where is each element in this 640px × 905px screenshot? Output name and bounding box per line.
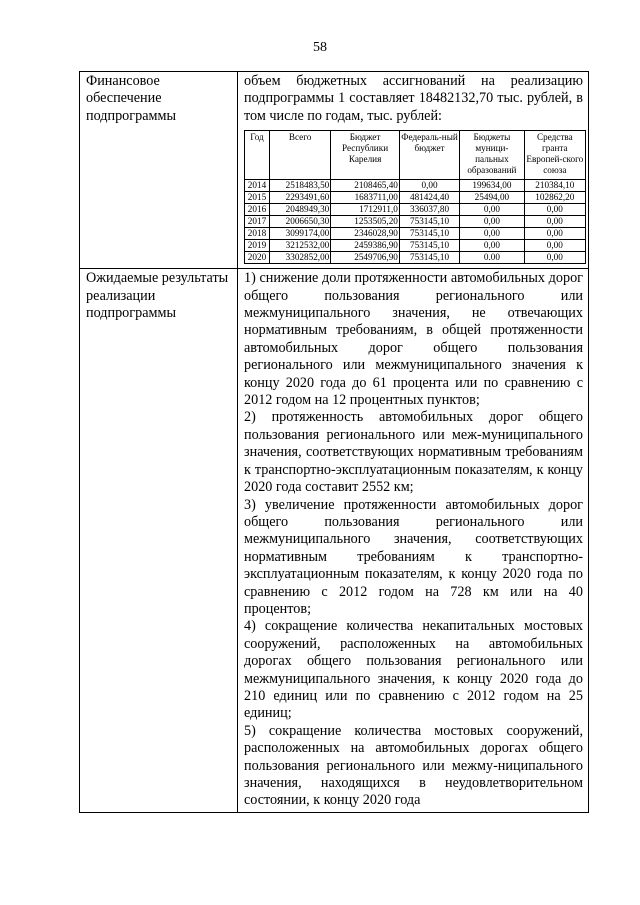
cell-federal: 753145,10 <box>399 228 459 240</box>
cell-regional: 1253505,20 <box>331 216 400 228</box>
cell-year: 2014 <box>245 180 270 192</box>
financing-row <box>80 72 589 269</box>
cell-year: 2016 <box>245 204 270 216</box>
cell-total: 2006650,30 <box>269 216 330 228</box>
cell-federal: 336037,80 <box>399 204 459 216</box>
col-header-federal-budget: Федераль-ный бюджет <box>399 131 459 180</box>
cell-eu-grant: 210384,10 <box>524 180 585 192</box>
cell-municipal: 0,00 <box>460 216 524 228</box>
cell-municipal: 25494,00 <box>460 192 524 204</box>
cell-eu-grant: 0,00 <box>524 216 585 228</box>
cell-regional: 1683711,00 <box>331 192 400 204</box>
result-item: 4) сокращение количества некапитальных мостовых сооружений, расположенных на автомобильных дорогах общего пользования регионального или межмуниципального значения, к концу 2020 года до 210 единиц или по сравнению с 2012 годом на 25 единиц; <box>244 618 583 722</box>
cell-eu-grant: 102862,20 <box>524 192 585 204</box>
results-row <box>80 269 589 813</box>
cell-total: 2293491,60 <box>269 192 330 204</box>
cell-eu-grant: 0,00 <box>524 240 585 252</box>
budget-table-header-row <box>245 131 586 180</box>
cell-municipal: 0.00 <box>460 252 524 264</box>
cell-federal: 753145,10 <box>399 252 459 264</box>
results-label: Ожидаемые результаты реализации подпрограммы <box>80 269 238 813</box>
result-item: 5) сокращение количества мостовых сооружений, расположенных на автомобильных дорогах общего пользования регионального или межму-ниципального значения, находящихся в неудовлетворительном состоянии, к концу 2020 года <box>244 722 583 809</box>
cell-regional: 2346028,90 <box>331 228 400 240</box>
cell-regional: 2459386,90 <box>331 240 400 252</box>
cell-year: 2020 <box>245 252 270 264</box>
financing-content <box>238 72 589 269</box>
results-content <box>238 269 589 813</box>
cell-federal: 753145,10 <box>399 240 459 252</box>
cell-total: 3302852,00 <box>269 252 330 264</box>
table-row <box>245 180 586 192</box>
cell-federal: 481424,40 <box>399 192 459 204</box>
cell-year: 2015 <box>245 192 270 204</box>
result-item: 2) протяженность автомобильных дорог общего пользования регионального или меж-муниципального значения, соответствующих нормативным требованиям к транспортно-эксплуатационным показателям, к концу 2020 года составит 2552 км; <box>244 409 583 496</box>
table-row <box>245 216 586 228</box>
cell-federal: 753145,10 <box>399 216 459 228</box>
cell-regional: 1712911,0 <box>331 204 400 216</box>
cell-total: 2518483,50 <box>269 180 330 192</box>
cell-eu-grant: 0,00 <box>524 228 585 240</box>
cell-total: 3212532,00 <box>269 240 330 252</box>
cell-year: 2018 <box>245 228 270 240</box>
col-header-regional-budget: Бюджет Республики Карелия <box>331 131 400 180</box>
page-number: 58 <box>313 40 327 55</box>
table-row <box>245 240 586 252</box>
table-row <box>245 252 586 264</box>
cell-year: 2017 <box>245 216 270 228</box>
cell-municipal: 0,00 <box>460 204 524 216</box>
table-row <box>245 204 586 216</box>
cell-eu-grant: 0,00 <box>524 252 585 264</box>
col-header-eu-grant: Средства гранта Европей-ского союза <box>524 131 585 180</box>
col-header-total: Всего <box>269 131 330 180</box>
cell-municipal: 0,00 <box>460 228 524 240</box>
cell-eu-grant: 0,00 <box>524 204 585 216</box>
cell-regional: 2549706,90 <box>331 252 400 264</box>
table-row <box>245 192 586 204</box>
financing-label: Финансовое обеспечение подпрограммы <box>80 72 238 269</box>
result-item: 1) снижение доли протяженности автомобильных дорог общего пользования регионального или межмуниципального значения, не отвечающих нормативным требованиям, в общей протяженности автомобильных дорог общего пользования регионального или межмуниципального значения к концу 2020 года до 61 процента или по сравнению с 2012 годом на 12 процентных пунктов; <box>244 270 583 409</box>
cell-total: 3099174,00 <box>269 228 330 240</box>
cell-total: 2048949,30 <box>269 204 330 216</box>
result-item: 3) увеличение протяженности автомобильных дорог общего пользования регионального или межмуниципального значения, соответствующих нормативным требованиям к транспортно-эксплуатационным показателям, к концу 2020 года по сравнению с 2012 годом на 728 км или на 40 процентов; <box>244 496 583 617</box>
col-header-year: Год <box>245 131 270 180</box>
cell-municipal: 0,00 <box>460 240 524 252</box>
cell-regional: 2108465,40 <box>331 180 400 192</box>
budget-by-year-table <box>244 130 586 264</box>
col-header-municipal-budgets: Бюджеты муници-пальных образований <box>460 131 524 180</box>
financing-text: объем бюджетных ассигнований на реализацию подпрограммы 1 составляет 18482132,70 тыс. рублей, в том числе по годам, тыс. рублей: <box>244 73 583 124</box>
table-row <box>245 228 586 240</box>
cell-federal: 0,00 <box>399 180 459 192</box>
subprogram-passport-table <box>79 71 589 813</box>
cell-year: 2019 <box>245 240 270 252</box>
cell-municipal: 199634,00 <box>460 180 524 192</box>
